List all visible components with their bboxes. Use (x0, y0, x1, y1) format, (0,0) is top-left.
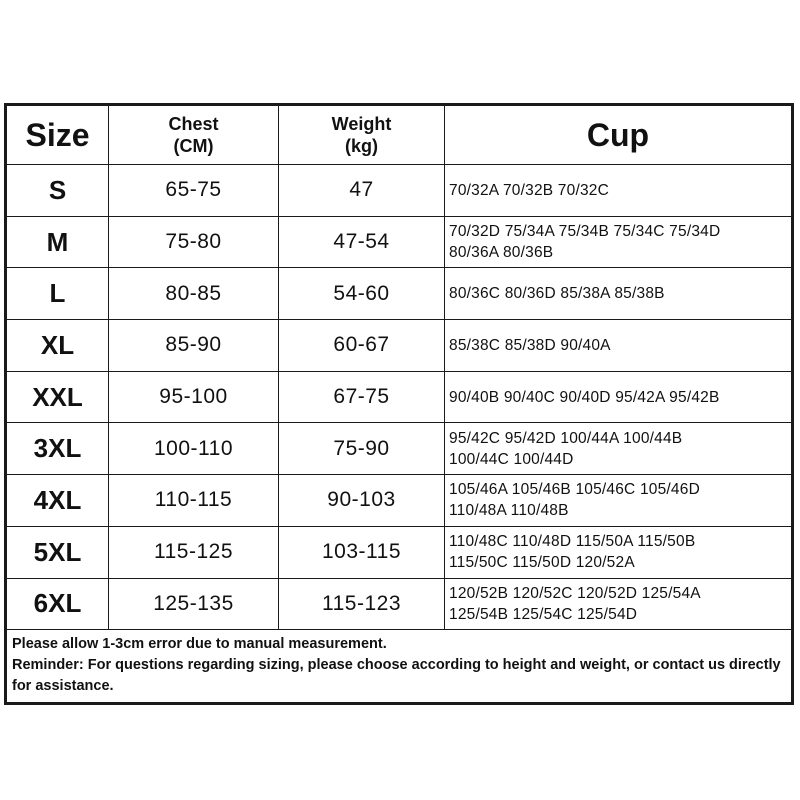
table-row (7, 526, 792, 578)
cup-cell (445, 423, 792, 475)
weight-cell: 47 (279, 165, 445, 217)
table-row (7, 320, 792, 372)
weight-cell: 67-75 (279, 371, 445, 423)
header-weight (279, 106, 445, 165)
size-cell: 4XL (7, 475, 109, 527)
size-cell: XXL (7, 371, 109, 423)
cup-cell (445, 216, 792, 268)
cup-cell (445, 526, 792, 578)
size-table (6, 105, 792, 703)
cup-line: 80/36C 80/36D 85/38A 85/38B (449, 285, 665, 303)
table-row (7, 371, 792, 423)
cup-line: 110/48A 110/48B (449, 502, 569, 520)
header-chest-label: Chest (168, 114, 219, 134)
table-row (7, 216, 792, 268)
cup-cell (445, 165, 792, 217)
sizing-reminder: Reminder: For questions regarding sizing, please choose according to height and weight, or contact us directly for assistance. (12, 657, 781, 695)
weight-cell: 60-67 (279, 320, 445, 372)
header-size: Size (7, 106, 109, 165)
measurement-note: Please allow 1-3cm error due to manual measurement. (12, 636, 387, 653)
chest-cell: 75-80 (109, 216, 279, 268)
header-weight-unit: (kg) (345, 136, 378, 156)
chest-cell: 115-125 (109, 526, 279, 578)
weight-cell: 103-115 (279, 526, 445, 578)
size-cell: L (7, 268, 109, 320)
table-row (7, 165, 792, 217)
cup-cell (445, 371, 792, 423)
cup-cell (445, 578, 792, 630)
size-cell: S (7, 165, 109, 217)
cup-line: 115/50C 115/50D 120/52A (449, 554, 635, 572)
weight-cell: 47-54 (279, 216, 445, 268)
cup-line: 70/32A 70/32B 70/32C (449, 181, 609, 199)
weight-cell: 90-103 (279, 475, 445, 527)
size-cell: 3XL (7, 423, 109, 475)
weight-cell: 115-123 (279, 578, 445, 630)
header-chest (109, 106, 279, 165)
table-row (7, 475, 792, 527)
cup-cell (445, 268, 792, 320)
table-row (7, 578, 792, 630)
weight-cell: 54-60 (279, 268, 445, 320)
size-cell: M (7, 216, 109, 268)
size-cell: XL (7, 320, 109, 372)
chest-cell: 65-75 (109, 165, 279, 217)
notes-row (7, 630, 792, 703)
size-cell: 5XL (7, 526, 109, 578)
chest-cell: 110-115 (109, 475, 279, 527)
table-row (7, 268, 792, 320)
chest-cell: 80-85 (109, 268, 279, 320)
chest-cell: 85-90 (109, 320, 279, 372)
chest-cell: 100-110 (109, 423, 279, 475)
size-cell: 6XL (7, 578, 109, 630)
cup-line: 125/54B 125/54C 125/54D (449, 605, 638, 623)
cup-line: 105/46A 105/46B 105/46C 105/46D (449, 481, 700, 499)
cup-line: 95/42C 95/42D 100/44A 100/44B (449, 429, 683, 447)
chest-cell: 125-135 (109, 578, 279, 630)
cup-line: 70/32D 75/34A 75/34B 75/34C 75/34D (449, 223, 721, 241)
cup-line: 90/40B 90/40C 90/40D 95/42A 95/42B (449, 388, 720, 406)
weight-cell: 75-90 (279, 423, 445, 475)
cup-line: 110/48C 110/48D 115/50A 115/50B (449, 533, 696, 551)
size-chart (4, 103, 794, 705)
chest-cell: 95-100 (109, 371, 279, 423)
header-weight-label: Weight (331, 114, 392, 134)
header-row (7, 106, 792, 165)
table-row (7, 423, 792, 475)
cup-line: 120/52B 120/52C 120/52D 125/54A (449, 584, 701, 602)
header-cup: Cup (445, 106, 792, 165)
cup-line: 85/38C 85/38D 90/40A (449, 336, 611, 354)
notes-cell (7, 630, 792, 703)
cup-cell (445, 320, 792, 372)
cup-line: 100/44C 100/44D (449, 450, 574, 468)
header-chest-unit: (CM) (173, 136, 214, 156)
cup-cell (445, 475, 792, 527)
cup-line: 80/36A 80/36B (449, 244, 554, 262)
